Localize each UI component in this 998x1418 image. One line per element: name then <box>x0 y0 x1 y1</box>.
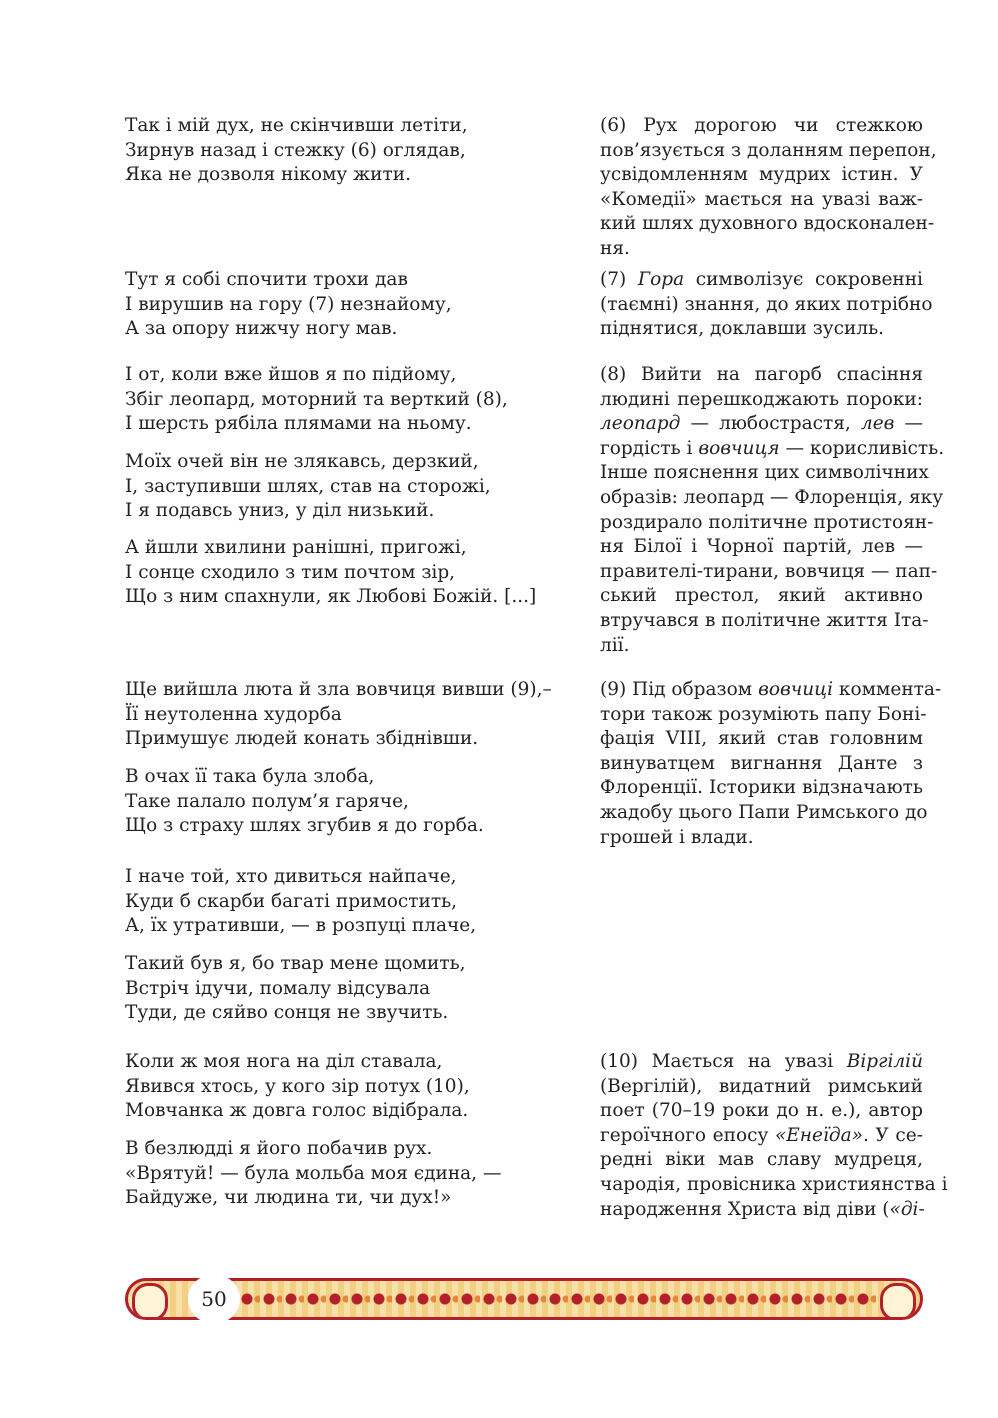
footnote-line: винуватцем вигнання Данте з <box>600 752 923 774</box>
verse-line: Куди б скарби багаті примостить, <box>125 890 458 912</box>
footnote-line: ня Білої і Чорної партій, лев — <box>600 536 923 558</box>
footnote-line: жадобу цього Папи Римського до <box>600 801 928 823</box>
footnote-text: гордість і <box>600 437 693 459</box>
verse-line: І я подавсь униз, у діл низький. <box>125 500 435 522</box>
footnote-text: — <box>904 413 924 435</box>
footnote-text: . У се- <box>862 1124 923 1146</box>
footnote-line: (6) Рух дорогою чи стежкою <box>600 115 923 136</box>
stanza-6 <box>125 678 565 752</box>
footnote-line: Інше пояснення цих символічних <box>600 462 929 484</box>
verse-line: «Врятуй! — була мольба моя єдина, — <box>125 1162 502 1184</box>
footnote-text: (9) Під образом <box>600 679 753 700</box>
verse-line: Мовчанка ж довга голос відібрала. <box>125 1100 469 1122</box>
verse-line: Її неутоленна худорба <box>125 703 342 725</box>
ornament-cap-icon <box>880 1283 916 1320</box>
verse-line: В очах її така була злоба, <box>125 766 375 787</box>
footnote-line <box>600 1124 923 1149</box>
footnote-term: лев <box>860 413 895 435</box>
verse-line: А за опору нижчу ногу мав. <box>125 318 398 340</box>
footnote-line <box>600 678 942 703</box>
footer-ornament <box>125 1278 923 1320</box>
footnote-line: чародія, провісника християнства і <box>600 1173 948 1195</box>
footnote-text: героїчного епосу <box>600 1124 769 1146</box>
stanza-10 <box>125 1050 565 1124</box>
verse-line: І вирушив на гору (7) незнайому, <box>125 293 452 315</box>
footnote-term: вовчиці <box>758 679 833 700</box>
verse-line: І наче той, хто дивиться найпаче, <box>125 866 457 887</box>
footnote-line: Флоренції. Історики відзначають <box>600 777 923 799</box>
stanza-4 <box>125 450 565 524</box>
verse-line: І, заступивши шлях, став на сторожі, <box>125 475 491 497</box>
footnote-line: роздирало політичне протистоян- <box>600 511 934 533</box>
footnote-term: Гора <box>637 269 685 290</box>
stanza-1 <box>125 114 565 188</box>
footnote-line: фація VIII, який став головним <box>600 728 923 750</box>
footnote-line: образів: леопард — Флоренція, яку <box>600 486 944 508</box>
footnote-line: (8) Вийти на пагорб спасіння <box>600 364 923 385</box>
verse-line: В безлюдді я його побачив рух. <box>125 1138 433 1159</box>
footnote-line: ня. <box>600 237 630 259</box>
verse-line: Що з ним спахнули, як Любові Божій. [...] <box>125 586 537 608</box>
verse-line: І от, коли вже йшов я по підйому, <box>125 364 457 385</box>
verse-line: Байдуже, чи людина ти, чи дух!» <box>125 1187 452 1209</box>
footnote-line <box>600 437 945 462</box>
verse-line: Так і мій дух, не скінчивши летіти, <box>125 115 468 136</box>
footnote-term: Віргілій <box>846 1051 923 1072</box>
verse-line: Примушує людей конать збіднівши. <box>125 728 479 750</box>
verse-line: Яка не дозволя нікому жити. <box>125 164 411 186</box>
verse-line: Явився хтось, у кого зір потух (10), <box>125 1075 470 1097</box>
footnote-line: втручався в політичне життя Іта- <box>600 609 929 631</box>
verse-line: Що з страху шлях згубив я до горба. <box>125 815 484 837</box>
verse-line: І сонце сходило з тим почтом зір, <box>125 561 456 583</box>
footnote-line: кий шлях духовного вдосконален- <box>600 213 935 235</box>
footnote-line: правителі-тирани, вовчиця — пап- <box>600 560 938 582</box>
footnote-10 <box>600 1050 948 1222</box>
verse-line: Зирнув назад і стежку (6) оглядав, <box>125 139 466 161</box>
footnote-line <box>600 1050 923 1075</box>
footnote-line: грошей і влади. <box>600 826 754 848</box>
footnote-line: (Вергілій), видатний римський <box>600 1075 923 1097</box>
footnote-line: тори також розуміють папу Боні- <box>600 703 927 725</box>
verse-line: Тут я собі спочити трохи дав <box>125 269 408 290</box>
page-number: 50 <box>188 1275 240 1323</box>
verse-line: Збіг леопард, моторний та верткий (8), <box>125 388 508 410</box>
footnote-text: (10) Мається на увазі <box>600 1051 834 1072</box>
footnote-text: — любострастя, <box>690 413 851 435</box>
footnote-line: людині перешкоджають пороки: <box>600 388 923 410</box>
verse-line: Туди, де сяйво сонця не звучить. <box>125 1002 449 1024</box>
footnote-line: піднятися, доклавши зусиль. <box>600 318 885 340</box>
footnote-term: вовчиця <box>698 437 780 459</box>
footnote-term: «ді- <box>889 1198 925 1220</box>
footnote-line: (таємні) знання, до яких потрібно <box>600 293 933 315</box>
stanza-8 <box>125 865 565 939</box>
stanza-3 <box>125 363 565 437</box>
stanza-9 <box>125 952 565 1026</box>
verse-line: А, їх утративши, — в розпуці плаче, <box>125 915 477 937</box>
ornament-cap-icon <box>132 1283 168 1320</box>
footnote-6 <box>600 114 937 262</box>
footnote-line: усвідомленням мудрих істин. У <box>600 164 923 186</box>
stanza-5 <box>125 536 565 610</box>
stanza-7 <box>125 765 565 839</box>
stanza-11 <box>125 1137 565 1211</box>
footnote-7 <box>600 268 933 342</box>
verse-line: Встріч ідучи, помалу відсувала <box>125 977 431 999</box>
footnote-text: (7) <box>600 269 627 290</box>
footnote-9 <box>600 678 942 850</box>
footnote-text: символізує сокровенні <box>695 269 923 290</box>
footnote-text: народження Христа від діви ( <box>600 1198 890 1220</box>
footnote-8 <box>600 363 945 658</box>
footnote-term: «Енеїда» <box>774 1124 863 1146</box>
footnote-text: — корисливість. <box>785 437 945 459</box>
verse-line: Моїх очей він не злякавсь, дерзкий, <box>125 451 479 472</box>
verse-line: А йшли хвилини ранішні, пригожі, <box>125 537 467 558</box>
verse-line: Ще вийшла люта й зла вовчиця вивши (9),– <box>125 679 552 700</box>
stanza-2 <box>125 268 565 342</box>
footnote-line: лії. <box>600 634 630 656</box>
verse-line: Коли ж моя нога на діл ставала, <box>125 1051 443 1072</box>
footnote-line: ський престол, який активно <box>600 585 923 607</box>
verse-line: Таке палало полум’я гаряче, <box>125 790 409 812</box>
footnote-line: пов’язується з доланням перепон, <box>600 139 937 161</box>
footnote-line <box>600 412 923 437</box>
footnote-text: коммента- <box>838 679 942 700</box>
footnote-line <box>600 1198 923 1223</box>
footnote-line <box>600 268 923 293</box>
verse-line: І шерсть рябіла плямами на ньому. <box>125 413 472 435</box>
ornament-band <box>238 1290 878 1308</box>
footnote-term: леопард <box>600 413 681 435</box>
footnote-line: редні віки мав славу мудреця, <box>600 1149 923 1171</box>
verse-line: Такий був я, бо твар мене щомить, <box>125 953 466 974</box>
footnote-line: «Комедії» мається на увазі важ- <box>600 188 923 210</box>
footnote-line: поет (70–19 роки до н. е.), автор <box>600 1100 923 1122</box>
